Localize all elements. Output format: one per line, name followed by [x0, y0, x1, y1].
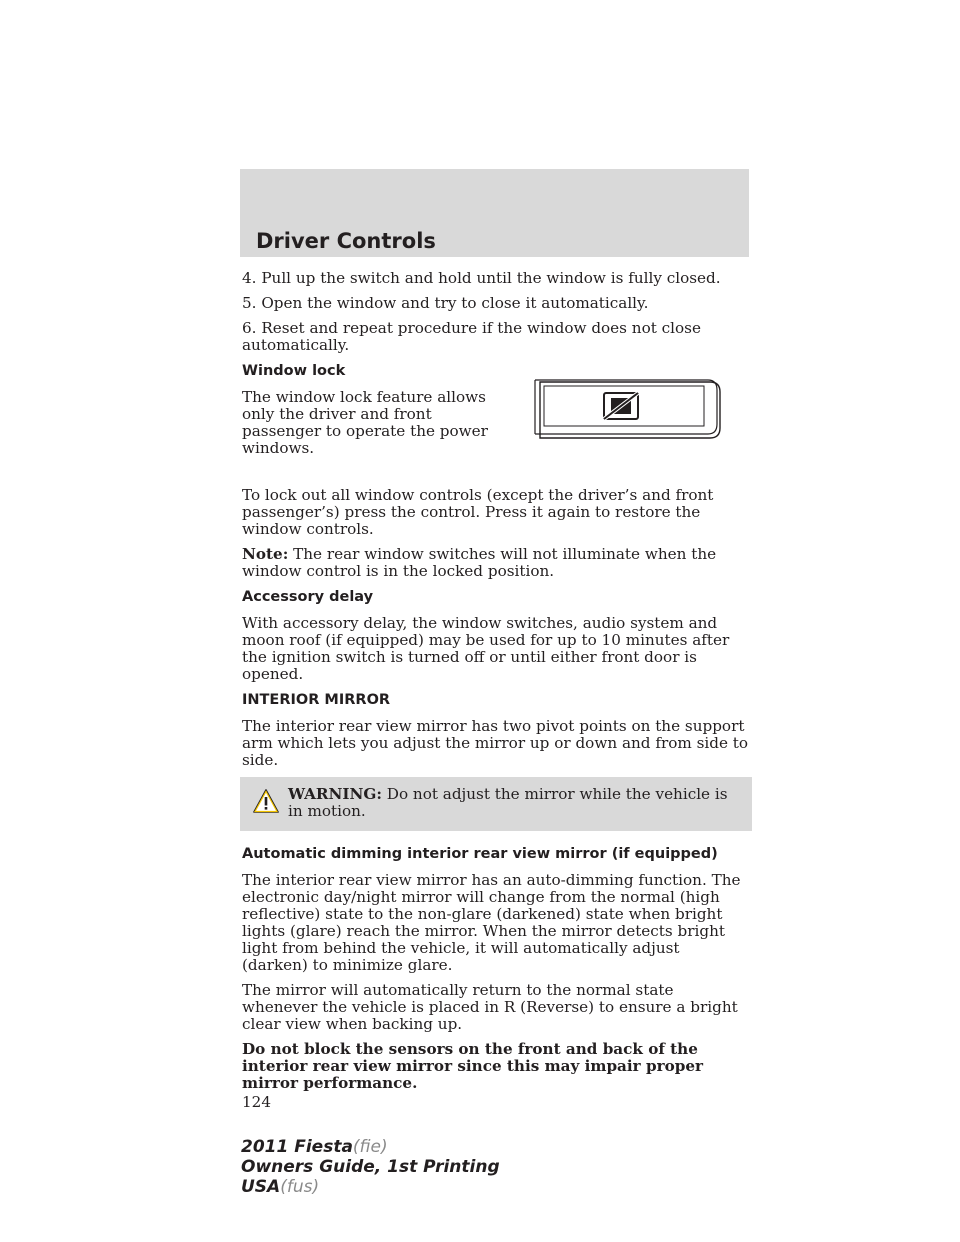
- auto-dimming-heading: Automatic dimming interior rear view mirror (if equipped): [242, 846, 718, 862]
- auto-dimming-para-2: The mirror will automatically return to the normal state whenever the vehicle is placed in R (Reverse) to ensure a bright clear view when backing up.: [242, 981, 738, 1033]
- page-body: [242, 270, 748, 1119]
- accessory-delay-text: With accessory delay, the window switches, audio system and moon roof (if equipped) may be used for up to 10 minutes after the ignition switch is turned off or until either front door is opened.: [242, 614, 730, 683]
- footer-line-2: Owners Guide, 1st Printing: [241, 1157, 500, 1177]
- warning-triangle-icon: [253, 789, 279, 813]
- auto-dimming-para-1: The interior rear view mirror has an auto-dimming function. The electronic day/night mirror will change from the normal (high reflective) state to the non-glare (darkened) state when bright lights (glare) reach the mirror. When the mirror detects bright light from behind the vehicle, it will automatically adjust (darken) to minimize glare.: [242, 871, 741, 974]
- step-6: 6. Reset and repeat procedure if the window does not close automatically.: [242, 319, 701, 354]
- step-4: 4. Pull up the switch and hold until the window is fully closed.: [242, 269, 721, 287]
- window-lock-instructions: To lock out all window controls (except the driver’s and front passenger’s) press the control. Press it again to restore the window controls.: [242, 486, 714, 538]
- window-lock-heading: Window lock: [242, 363, 346, 379]
- print-footer: [241, 1137, 500, 1197]
- step-5: 5. Open the window and try to close it automatically.: [242, 294, 649, 312]
- warning-box: [240, 777, 752, 831]
- page-number: 124: [242, 1093, 271, 1111]
- footer-line-3: USA(fus): [241, 1177, 320, 1197]
- note-label: Note:: [242, 545, 289, 563]
- section-header: [240, 169, 749, 257]
- auto-dimming-bold-note: Do not block the sensors on the front and back of the interior rear view mirror since this may impair proper mirror performance.: [242, 1040, 703, 1092]
- window-lock-intro: The window lock feature allows only the driver and front passenger to operate the power windows.: [242, 388, 488, 457]
- window-lock-note: [242, 546, 748, 580]
- interior-mirror-text: The interior rear view mirror has two pivot points on the support arm which lets you adjust the mirror up or down and from side to side.: [242, 717, 749, 769]
- note-text: The rear window switches will not illuminate when the window control is in the locked position.: [242, 545, 717, 580]
- footer-line-1: 2011 Fiesta(fie): [241, 1137, 388, 1157]
- accessory-delay-heading: Accessory delay: [242, 589, 374, 605]
- interior-mirror-heading: INTERIOR MIRROR: [242, 692, 391, 708]
- warning-text: Do not adjust the mirror while the vehicle is in motion.: [288, 785, 728, 820]
- section-title: Driver Controls: [256, 229, 436, 253]
- warning-label: WARNING:: [288, 785, 382, 803]
